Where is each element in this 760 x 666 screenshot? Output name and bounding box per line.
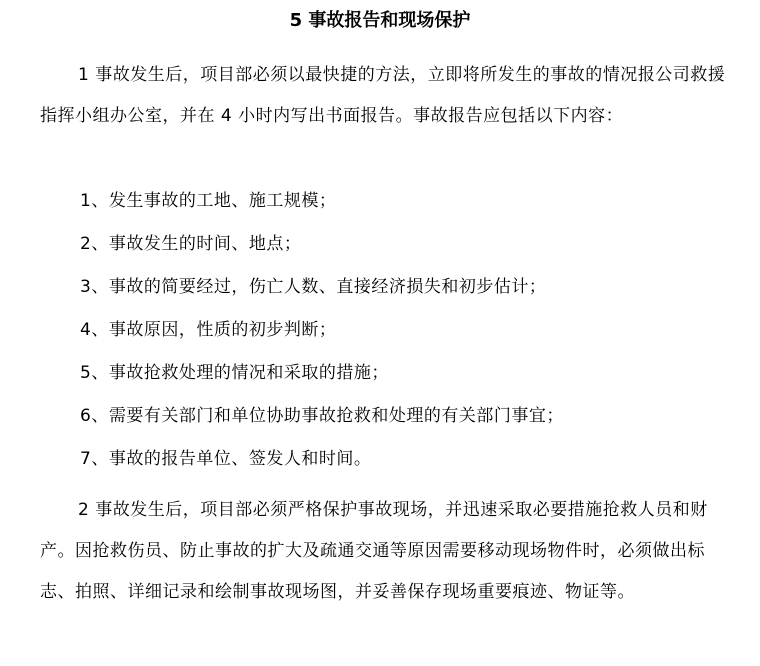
list-item: 2、事故发生的时间、地点； bbox=[80, 234, 302, 254]
list-item: 7、事故的报告单位、签发人和时间。 bbox=[80, 449, 372, 469]
section-title: 5 事故报告和现场保护 bbox=[289, 10, 471, 31]
list-item: 5、事故抢救处理的情况和采取的措施； bbox=[80, 363, 389, 383]
paragraph-scene-protection-text: 2 事故发生后，项目部必须严格保护事故现场，并迅速采取必要措施抢救人员和财产。因抢救伤员、防止事故的扩大及疏通交通等原因需要移动现场物件时，必须做出标志、拍照、详细记录和绘制事故现场图，并妥善保存现场重要痕迹、物证等。 bbox=[40, 500, 708, 602]
paragraph-report bbox=[40, 55, 730, 137]
list-item: 4、事故原因，性质的初步判断； bbox=[80, 320, 337, 340]
list-item: 1、发生事故的工地、施工规模； bbox=[80, 191, 337, 211]
report-contents-list bbox=[80, 180, 564, 481]
paragraph-report-text: 1 事故发生后，项目部必须以最快捷的方法，立即将所发生的事故的情况报公司救援指挥小组办公室，并在 4 小时内写出书面报告。事故报告应包括以下内容： bbox=[40, 65, 726, 126]
list-item: 3、事故的简要经过，伤亡人数、直接经济损失和初步估计； bbox=[80, 277, 547, 297]
list-item: 6、需要有关部门和单位协助事故抢救和处理的有关部门事宜； bbox=[80, 406, 564, 426]
paragraph-scene-protection bbox=[40, 490, 730, 613]
